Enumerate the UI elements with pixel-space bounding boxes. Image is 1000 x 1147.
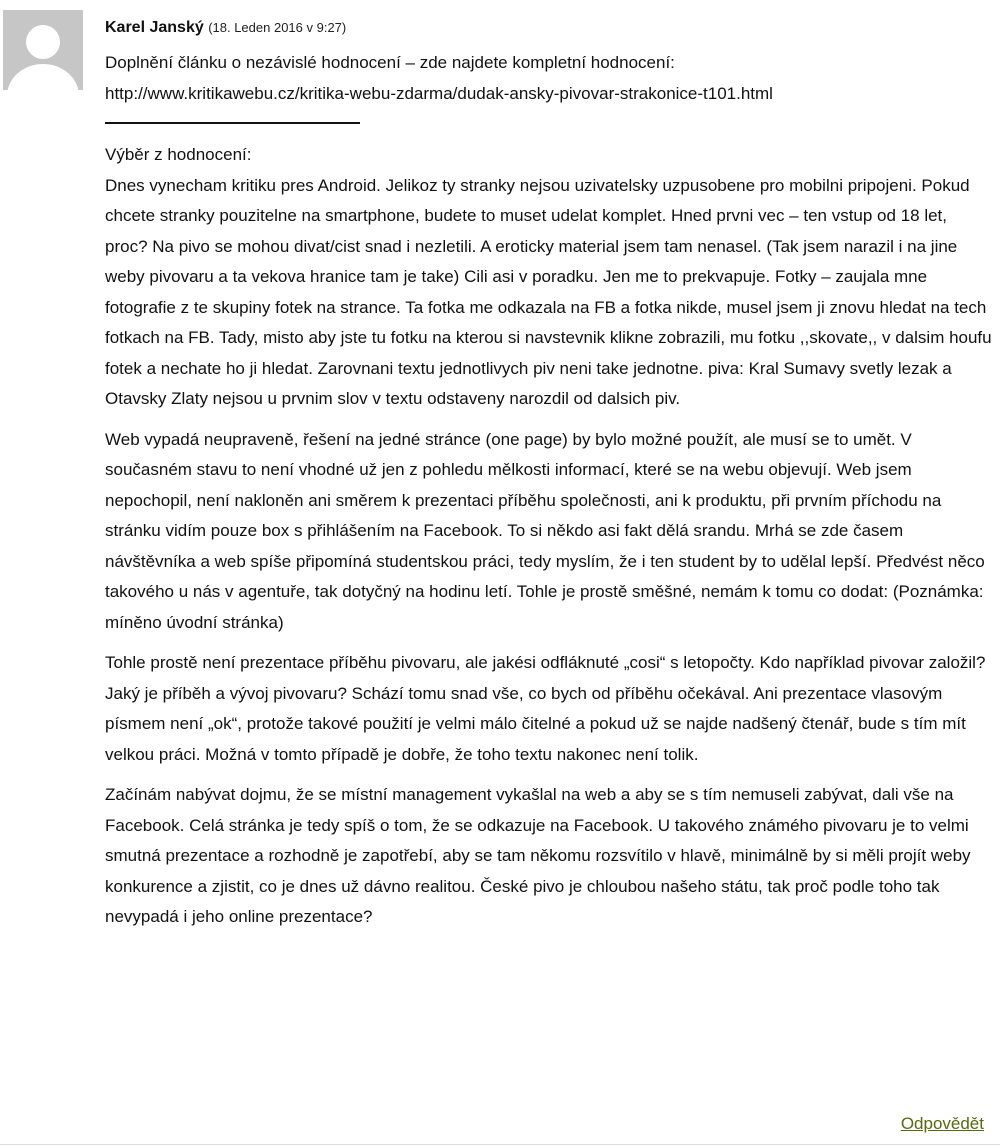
comment-paragraph: Začínám nabývat dojmu, že se místní management vykašlal na web a aby se s tím nemuseli zabývat, dali vše na Facebook. Celá stránka je tedy spíš o tom, že se odkazuje na Facebook. U takového známého pivovaru je to velmi smutná prezentace a rozhodně je zapotřebí, aby se tam někomu rozsvítilo v hlavě, minimálně by si měli projít weby konkurence a zjistit, co je dnes už dávno realitou. České pivo je chloubou našeho státu, tak proč podle toho tak nevypadá i jeho online prezentace? [105,785,971,926]
comment-paragraph: Web vypadá neupraveně, řešení na jedné stránce (one page) by bylo možné použít, ale musí se to umět. V současném stavu to není vhodné už jen z pohledu mělkosti informací, které se na webu objevují. Web jsem nepochopil, není nakloněn ani směrem k prezentaci příběhu společnosti, ani k produktu, při prvním příchodu na stránku vidím pouze box s přihlášením na Facebook. To si někdo asi fakt dělá srandu. Mrhá se zde časem návštěvníka a web spíše připomíná studentskou práci, tedy myslím, že i ten student by to udělal lepší. Předvést něco takového u nás v agentuře, tak dotyčný na hodinu letí. Tohle je prostě směšné, nemám k tomu co dodat: (Poznámka: míněno úvodní stránka) [105,429,985,632]
comment-author: Karel Janský [105,19,204,36]
comment-date: (18. Leden 2016 v 9:27) [208,20,347,35]
reply-link[interactable]: Odpovědět [900,1114,984,1133]
avatar [3,10,83,90]
comment-body [105,16,993,933]
comment-paragraph: Výběr z hodnocení: Dnes vynecham kritiku pres Android. Jelikoz ty stranky nejsou uzivatelsky uzpusobene pro mobilni pripojeni. Pokud chcete stranky pouzitelne na smartphone, budete to muset udelat komplet. Hned prvni vec – ten vstup od 18 let, proc? Na pivo se mohou divat/cist snad i nezletili. A eroticky material jsem tam nenasel. (Tak jsem narazil i na jine weby pivovaru a ta vekova hranice tam je take) Cili asi v poradku. Jen me to prekvapuje. Fotky – zaujala mne fotografie z te skupiny fotek na strance. Ta fotka me odkazala na FB a fotka nikde, musel jsem ji znovu hledat na tech fotkach na FB. Tady, misto aby jste tu fotku na kterou si navstevnik klikne zobrazili, mu fotku ,,skovate,, v dalsim houfu fotek a nechate ho ji hledat. Zarovnani textu jednotlivych piv neni take jednotne. piva: Kral Sumavy svetly lezak a Otavsky Zlaty nejsou u prvnim slov v textu odstaveny narozdil od dalsich piv. [105,145,992,408]
comment-url: http://www.kritikawebu.cz/kritika-webu-zdarma/dudak-ansky-pivovar-strakonice-t101.html [105,83,773,103]
comment-meta [105,16,993,40]
default-user-avatar-icon [3,10,83,90]
comment-paragraph: Tohle prostě není prezentace příběhu pivovaru, ale jakési odfláknuté „cosi“ s letopočty. Kdo například pivovar založil? Jaký je příběh a vývoj pivovaru? Schází tomu snad vše, co bych od příběhu očekával. Ani prezentace vlasovým písmem není „ok“, protože takové použití je velmi málo čitelné a pokud už se najde nadšený čtenář, bude s tím mít velkou práci. Možná v tomto případě je dobře, že toho textu nakonec není tolik. [105,653,986,764]
separator-rule [105,122,360,124]
comment-divider [0,1144,1000,1145]
reply-row [901,1114,984,1134]
comment-intro-line: Doplnění článku o nezávislé hodnocení – zde najdete kompletní hodnocení: [105,53,675,72]
